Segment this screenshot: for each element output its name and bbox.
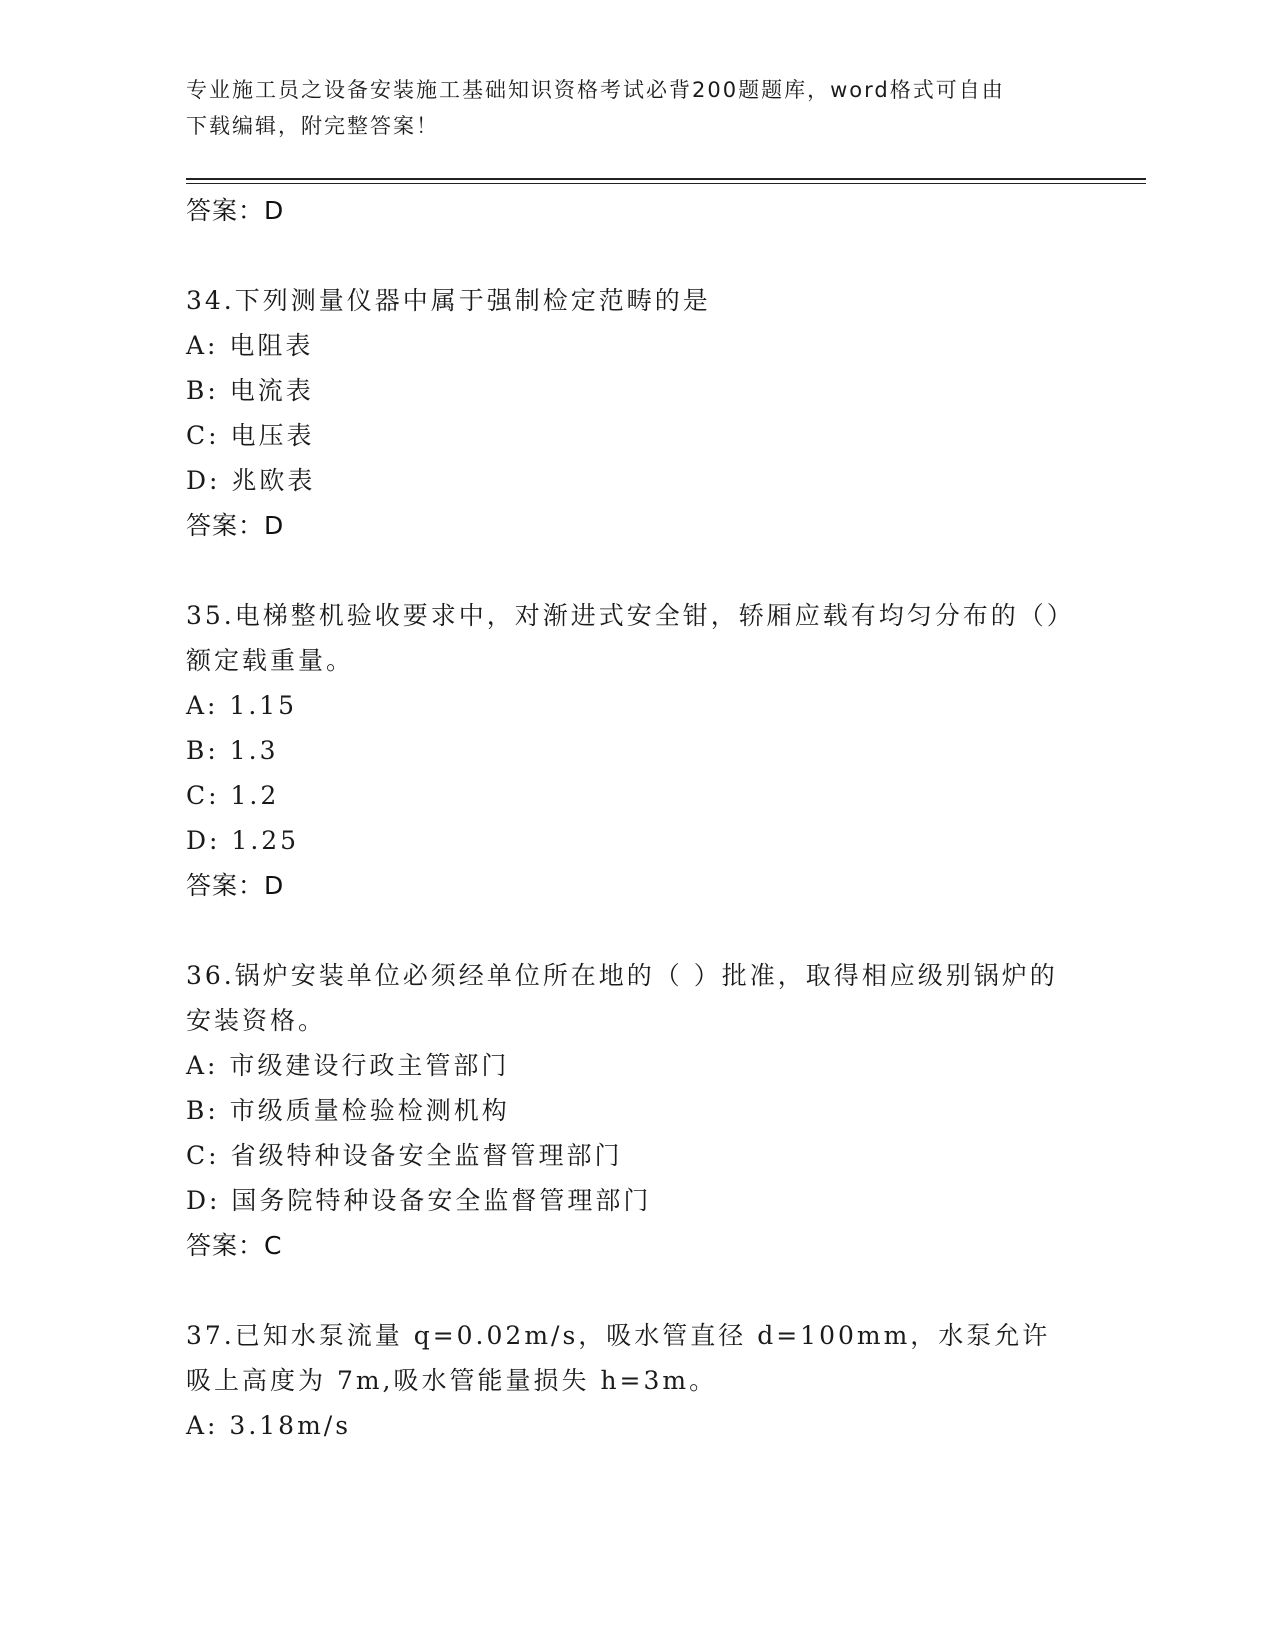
option-c: C: 1.2 [186, 781, 280, 810]
option-c: C: 电压表 [186, 421, 315, 450]
question-36 [186, 953, 1066, 1268]
option-d: D: 兆欧表 [186, 466, 316, 495]
option-a: A: 电阻表 [186, 331, 314, 360]
option-a: A: 3.18m/s [186, 1411, 352, 1440]
question-37 [186, 1313, 1066, 1448]
header-rule-thick [186, 178, 1146, 180]
option-d: D: 国务院特种设备安全监督管理部门 [186, 1186, 652, 1215]
header-line-1: 专业施工员之设备安装施工基础知识资格考试必背200题题库，word格式可自由 [186, 78, 1005, 102]
document-header [186, 72, 1066, 144]
option-d: D: 1.25 [186, 826, 300, 855]
header-line-2: 下载编辑，附完整答案！ [186, 114, 439, 138]
question-text: 35.电梯整机验收要求中，对渐进式安全钳，轿厢应载有均匀分布的（）额定载重量。 [186, 601, 1063, 675]
question-list [186, 188, 1066, 1448]
question-text: 34.下列测量仪器中属于强制检定范畴的是 [186, 286, 711, 315]
option-b: B: 电流表 [186, 376, 314, 405]
option-a: A: 市级建设行政主管部门 [186, 1051, 510, 1080]
option-a: A: 1.15 [186, 691, 298, 720]
header-rule-thin [186, 183, 1146, 184]
question-text: 36.锅炉安装单位必须经单位所在地的（ ）批准，取得相应级别锅炉的安装资格。 [186, 961, 1058, 1035]
answer: 答案：D [186, 871, 285, 900]
question-34 [186, 278, 1066, 548]
answer: 答案：C [186, 1231, 283, 1260]
option-b: B: 1.3 [186, 736, 279, 765]
question-text: 37.已知水泵流量 q=0.02m/s，吸水管直径 d=100mm，水泵允许吸上高度为 7m,吸水管能量损失 h=3m。 [186, 1321, 1051, 1395]
previous-answer: 答案：D [186, 196, 285, 225]
question-35 [186, 593, 1066, 908]
answer: 答案：D [186, 511, 285, 540]
option-b: B: 市级质量检验检测机构 [186, 1096, 510, 1125]
option-c: C: 省级特种设备安全监督管理部门 [186, 1141, 623, 1170]
